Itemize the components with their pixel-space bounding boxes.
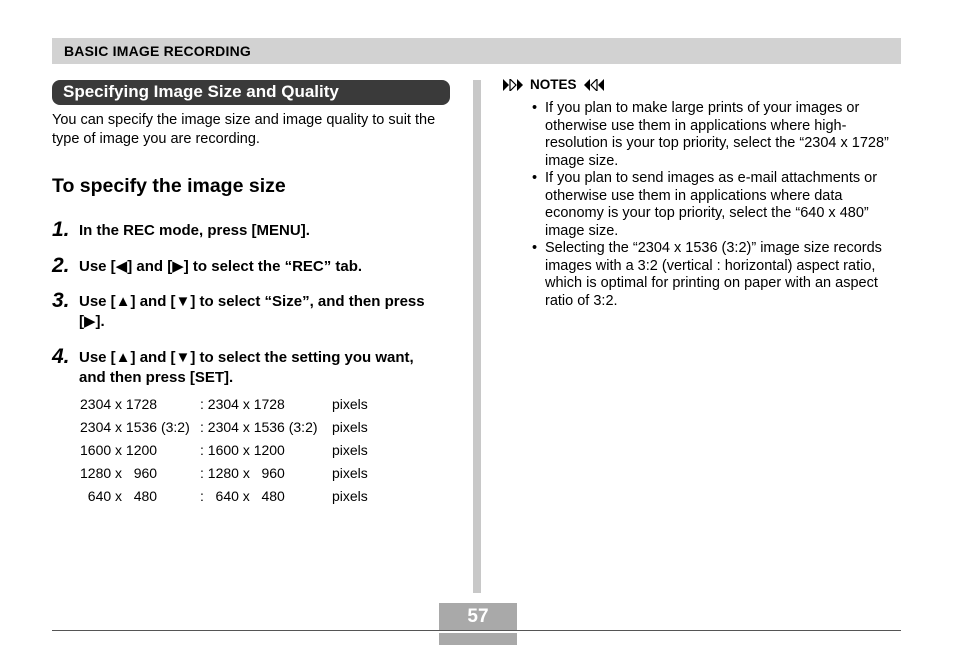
size-setting: 640 x 480 (80, 487, 158, 504)
step-text: In the REC mode, press [MENU]. (79, 222, 310, 239)
table-row (80, 438, 368, 461)
step-2 (52, 254, 432, 277)
step-number: 4. (52, 345, 70, 368)
note-item: • Selecting the “2304 x 1536 (3:2)” image size records images with a 3:2 (vertical : horizontal) aspect ratio, which is optimal for printing on paper with an aspect ratio of 3:2. (531, 240, 901, 310)
size-setting: 1280 x 960 (80, 464, 158, 481)
section-title-bar (52, 80, 450, 105)
header-bar (52, 38, 901, 64)
table-row (80, 392, 368, 415)
intro-paragraph: You can specify the image size and image quality to suit the type of image you are recording. (52, 112, 436, 147)
size-resolution: : 2304 x 1536 (3:2) (200, 418, 318, 435)
size-resolution: : 1600 x 1200 (200, 441, 285, 458)
step-4 (52, 345, 432, 388)
step-text: Use [▲] and [▼] to select the setting you want, and then press [SET]. (79, 349, 414, 386)
notes-heading (503, 77, 604, 92)
notes-title: NOTES (530, 77, 577, 92)
section-title: Specifying Image Size and Quality (63, 82, 339, 101)
notes-arrows-left-icon (582, 79, 604, 91)
column-divider (473, 80, 481, 593)
size-unit: pixels (332, 487, 368, 504)
size-unit: pixels (332, 441, 368, 458)
size-resolution: : 2304 x 1728 (200, 395, 285, 412)
size-resolution: : 1280 x 960 (200, 464, 285, 481)
size-resolution: : 640 x 480 (200, 487, 285, 504)
header-section-label: BASIC IMAGE RECORDING (64, 43, 251, 59)
step-1 (52, 218, 432, 241)
step-text: Use [◀] and [▶] to select the “REC” tab. (79, 258, 363, 275)
size-setting: 2304 x 1536 (3:2) (80, 418, 190, 435)
note-item: • If you plan to send images as e-mail attachments or otherwise use them in applications where data economy is your top priority, select the “640 x 480” image size. (531, 170, 901, 240)
step-number: 1. (52, 218, 70, 241)
size-unit: pixels (332, 464, 368, 481)
notes-arrows-right-icon (503, 79, 525, 91)
page-number-box (439, 603, 517, 645)
image-size-table (80, 392, 368, 507)
footer-rule (52, 630, 901, 631)
step-text: Use [▲] and [▼] to select “Size”, and then press [▶]. (79, 293, 425, 330)
notes-list (531, 100, 901, 310)
step-number: 3. (52, 289, 70, 312)
note-item: • If you plan to make large prints of your images or otherwise use them in applications where high-resolution is your top priority, select the “2304 x 1728” image size. (531, 100, 901, 170)
table-row (80, 415, 368, 438)
size-unit: pixels (332, 395, 368, 412)
size-setting: 2304 x 1728 (80, 395, 158, 412)
size-setting: 1600 x 1200 (80, 441, 158, 458)
size-unit: pixels (332, 418, 368, 435)
table-row (80, 461, 368, 484)
step-3 (52, 289, 432, 332)
page-number: 57 (467, 606, 489, 627)
table-row (80, 484, 368, 507)
page-number-bottom-block (439, 633, 517, 645)
subheading: To specify the image size (52, 175, 286, 197)
step-number: 2. (52, 254, 70, 277)
